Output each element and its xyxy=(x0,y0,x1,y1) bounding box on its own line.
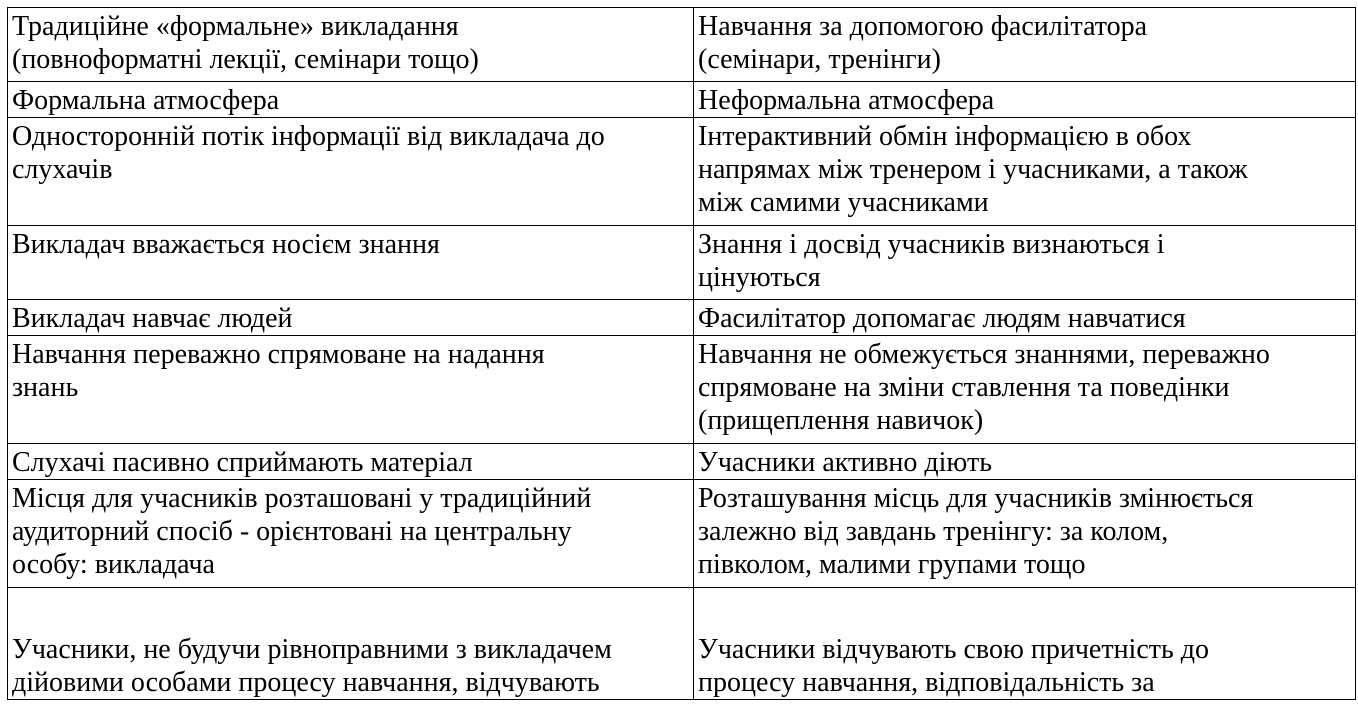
header-traditional: Традиційне «формальне» викладання (повноформатні лекції, семінари тощо) xyxy=(8,8,694,82)
cell-traditional: Викладач навчає людей xyxy=(8,300,694,336)
table-row xyxy=(8,336,1356,444)
table-row xyxy=(8,300,1356,336)
cell-traditional: Навчання переважно спрямоване на надання знань xyxy=(8,336,694,444)
table-row xyxy=(8,82,1356,118)
cell-facilitator: Знання і досвід учасників визнаються і цінуються xyxy=(694,226,1356,300)
cell-facilitator: Учасники відчувають свою причетність до процесу навчання, відповідальність за xyxy=(694,588,1356,700)
cell-traditional: Слухачі пасивно сприймають матеріал xyxy=(8,444,694,480)
cell-traditional: Односторонній потік інформації від викладача до слухачів xyxy=(8,118,694,226)
cell-facilitator: Інтерактивний обмін інформацією в обох напрямах між тренером і учасниками, а також між самими учасниками xyxy=(694,118,1356,226)
cell-facilitator: Розташування місць для учасників змінюється залежно від завдань тренінгу: за колом, півколом, малими групами тощо xyxy=(694,480,1356,588)
header-facilitator: Навчання за допомогою фасилітатора (семінари, тренінги) xyxy=(694,8,1356,82)
table-row xyxy=(8,118,1356,226)
cell-traditional: Учасники, не будучи рівноправними з викладачем дійовими особами процесу навчання, відчувають xyxy=(8,588,694,700)
table-header-row xyxy=(8,8,1356,82)
table-row xyxy=(8,480,1356,588)
cell-facilitator: Неформальна атмосфера xyxy=(694,82,1356,118)
comparison-table xyxy=(7,7,1356,700)
table-row xyxy=(8,588,1356,700)
table-row xyxy=(8,226,1356,300)
cell-facilitator: Навчання не обмежується знаннями, переважно спрямоване на зміни ставлення та поведінки (прищеплення навичок) xyxy=(694,336,1356,444)
cell-traditional: Формальна атмосфера xyxy=(8,82,694,118)
cell-traditional: Викладач вважається носієм знання xyxy=(8,226,694,300)
cell-facilitator: Учасники активно діють xyxy=(694,444,1356,480)
cell-facilitator: Фасилітатор допомагає людям навчатися xyxy=(694,300,1356,336)
table-row xyxy=(8,444,1356,480)
cell-traditional: Місця для учасників розташовані у традиційний аудиторний спосіб - орієнтовані на центральну особу: викладача xyxy=(8,480,694,588)
